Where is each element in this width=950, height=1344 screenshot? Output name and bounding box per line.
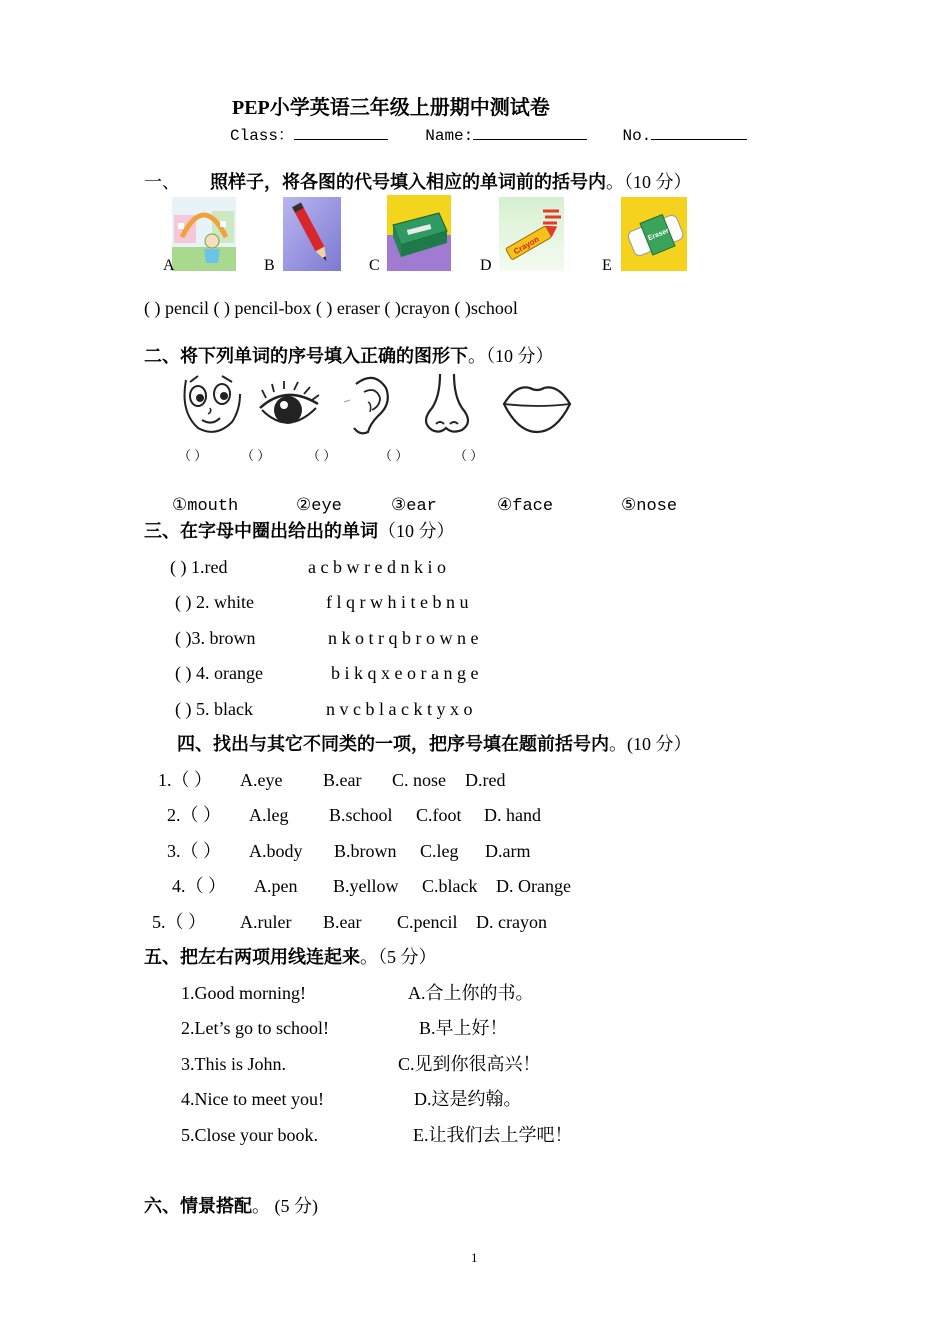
s4-q4-a: A.pen [254, 876, 298, 896]
s5-left-4: 4.Nice to meet you! [181, 1089, 324, 1109]
paren-5: （ ） [454, 448, 484, 463]
face-picture [176, 372, 246, 436]
eye-picture [256, 378, 322, 436]
s5-right-4: D.这是约翰。 [414, 1089, 522, 1109]
s3-q2: ( ) 2. white [175, 592, 254, 612]
s4-q4-c: C.black [422, 876, 478, 896]
s4-q5-a: A.ruler [240, 912, 292, 932]
word-mouth: ①mouth [172, 497, 239, 516]
label-b: B [264, 257, 275, 274]
section-1-answers: ( ) pencil ( ) pencil-box ( ) eraser ( )crayon ( )school [144, 298, 518, 318]
class-field[interactable] [294, 123, 388, 140]
paren-3: （ ） [307, 448, 337, 463]
name-label: Name: [425, 127, 474, 145]
s5-right-1: A.合上你的书。 [408, 983, 534, 1003]
label-a: A [163, 257, 175, 274]
s4-q3-d: D.arm [485, 841, 531, 861]
s4-q1-b: B.ear [323, 770, 362, 790]
s4-q1-d: D.red [465, 770, 506, 790]
crayon-text: Crayon [512, 234, 541, 257]
s4-q4-b: B.yellow [333, 876, 399, 896]
section-6-title: 六、情景搭配。 (5 分) [144, 1196, 318, 1216]
word-face: ④face [497, 497, 554, 516]
paren-4: （ ） [379, 448, 409, 463]
word-eye: ②eye [296, 497, 342, 516]
eraser-text: Eraser [647, 227, 670, 243]
section-1-title: 一、 照样子，将各图的代号填入相应的单词前的括号内。（10 分） [144, 172, 692, 192]
mouth-picture [500, 374, 574, 436]
s3-letters-3: n k o t r q b r o w n e [328, 628, 479, 648]
s4-q4-num: 4.（ ） [172, 876, 226, 896]
info-line [230, 123, 747, 146]
ear-picture [340, 372, 396, 436]
section-3-title: 三、在字母中圈出给出的单词（10 分） [144, 521, 455, 541]
s5-left-3: 3.This is John. [181, 1054, 287, 1074]
section-5-title: 五、把左右两项用线连起来。（5 分） [144, 947, 437, 967]
s4-q2-num: 2.（ ） [167, 805, 221, 825]
page-title: PEP小学英语三年级上册期中测试卷 [232, 97, 550, 119]
s4-q3-c: C.leg [420, 841, 459, 861]
s3-q4: ( ) 4. orange [175, 663, 263, 683]
word-nose: ⑤nose [621, 497, 678, 516]
no-label: No. [622, 127, 652, 145]
label-d: D [480, 257, 492, 274]
s4-q5-c: C.pencil [397, 912, 458, 932]
class-label: Class： [230, 127, 295, 145]
s4-q1-a: A.eye [240, 770, 283, 790]
s4-q3-b: B.brown [334, 841, 397, 861]
s3-letters-1: a c b w r e d n k i o [308, 557, 446, 577]
s5-left-1: 1.Good morning! [181, 983, 306, 1003]
s3-letters-5: n v c b l a c k t y x o [326, 699, 473, 719]
s4-q5-num: 5.（ ） [152, 912, 206, 932]
s4-q5-b: B.ear [323, 912, 362, 932]
s4-q1-c: C. nose [392, 770, 446, 790]
s4-q2-b: B.school [329, 805, 393, 825]
s4-q3-a: A.body [249, 841, 303, 861]
nose-picture [418, 372, 476, 436]
pencil-box-picture [387, 195, 451, 271]
s5-left-2: 2.Let’s go to school! [181, 1018, 329, 1038]
s5-right-5: E.让我们去上学吧！ [413, 1125, 573, 1145]
s5-right-2: B.早上好！ [419, 1018, 508, 1038]
s3-letters-2: f l q r w h i t e b n u [326, 592, 469, 612]
name-field[interactable] [473, 123, 587, 140]
no-field[interactable] [651, 123, 747, 140]
label-c: C [369, 257, 380, 274]
s4-q2-c: C.foot [416, 805, 462, 825]
page-number: 1 [471, 1250, 478, 1265]
crayon-picture [499, 197, 564, 271]
eraser-picture [621, 197, 687, 271]
s5-left-5: 5.Close your book. [181, 1125, 318, 1145]
section-2-title: 二、将下列单词的序号填入正确的图形下。（10 分） [144, 346, 554, 366]
s3-q5: ( ) 5. black [175, 699, 253, 719]
school-picture [172, 197, 236, 271]
s3-letters-4: b i k q x e o r a n g e [331, 663, 479, 683]
s3-q3: ( )3. brown [175, 628, 256, 648]
pencil-picture [283, 197, 341, 271]
s4-q4-d: D. Orange [496, 876, 571, 896]
word-ear: ③ear [391, 497, 437, 516]
s4-q1-num: 1.（ ） [158, 770, 212, 790]
s4-q3-num: 3.（ ） [167, 841, 221, 861]
s4-q2-d: D. hand [484, 805, 541, 825]
paren-1: （ ） [178, 448, 208, 463]
paren-2: （ ） [241, 448, 271, 463]
section-4-title: 四、找出与其它不同类的一项，把序号填在题前括号内。(10 分） [177, 734, 692, 754]
s4-q2-a: A.leg [249, 805, 289, 825]
s4-q5-d: D. crayon [476, 912, 547, 932]
s5-right-3: C.见到你很高兴！ [398, 1054, 541, 1074]
s3-q1: ( ) 1.red [170, 557, 228, 577]
label-e: E [602, 257, 612, 274]
